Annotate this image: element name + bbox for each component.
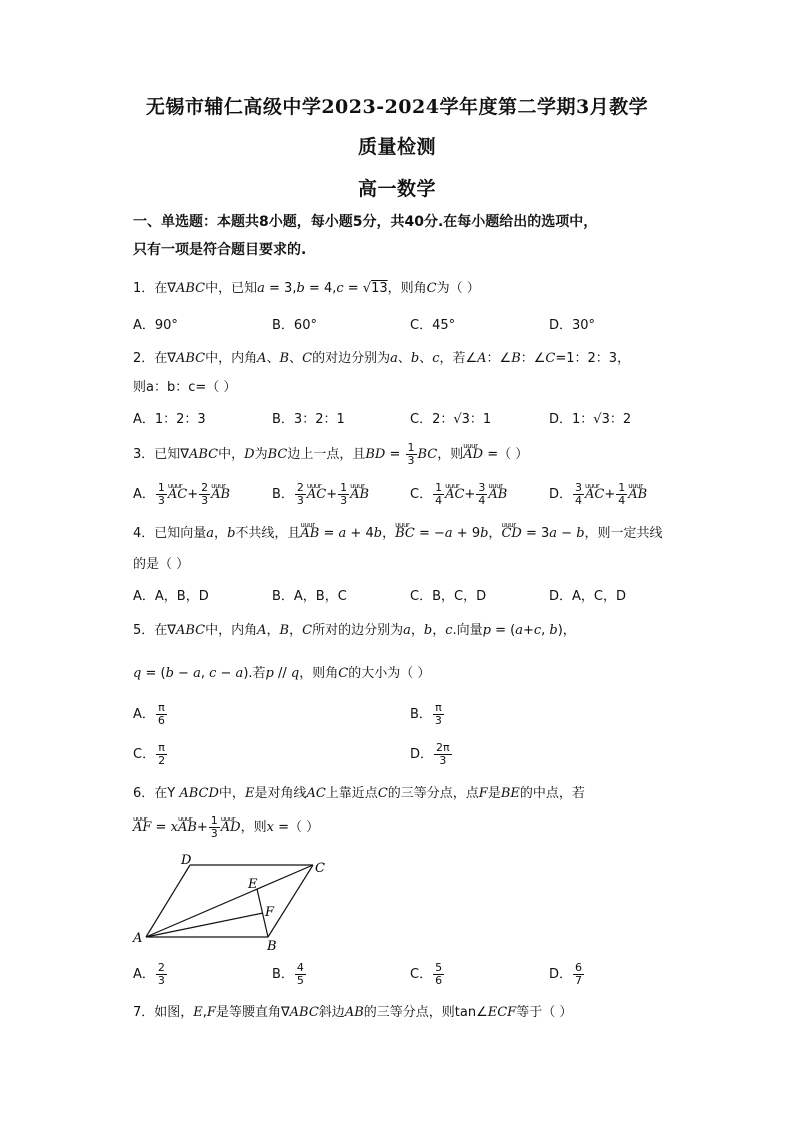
q3-option-d: D． $\frac{3}{4}$ uuur AC+ $\frac{1}{4}$ uuur AB bbox=[549, 482, 647, 508]
question-6-line2: uuur AF = xuuur AB+ $\frac{1}{3}$ uuur AD，则x =（ ） bbox=[133, 815, 673, 841]
q2-option-c: C．2：√3：1 bbox=[410, 412, 492, 427]
edge-ad bbox=[146, 865, 190, 937]
q3-option-a: A． $\frac{1}{3}$ uuur AC+ $\frac{2}{3}$ uuur AB bbox=[133, 482, 230, 508]
label-b: B bbox=[267, 939, 277, 952]
question-7: 7．如图，E,F是等腰直角∇ABC斜边AB的三等分点，则tan∠ECF等于（ ） bbox=[133, 1005, 573, 1020]
question-6-line1: 6．在Y ABCD中，E是对角线AC上靠近点C的三等分点，点F是BE的中点，若 bbox=[133, 786, 585, 801]
q1-option-c: C．45° bbox=[410, 318, 456, 333]
label-a: A bbox=[133, 931, 143, 946]
q6-option-b: B． $\frac{4}{5}$ bbox=[272, 961, 304, 987]
page-title-line2: 质量检测 bbox=[357, 136, 436, 158]
q5-option-a: A． $\frac{\pi}{6}$ bbox=[133, 701, 165, 727]
question-3: 3．已知∇ABC中，D为BC边上一点，且BD = $\frac{1}{3}$ BC，则uuur AD =（ ） bbox=[133, 442, 673, 468]
q6-option-c: C． $\frac{5}{6}$ bbox=[410, 961, 443, 987]
parallelogram-figure bbox=[130, 852, 340, 952]
q4-option-a: A．A，B，D bbox=[133, 589, 209, 604]
q6-option-a: A． $\frac{2}{3}$ bbox=[133, 961, 165, 987]
q2-option-b: B．3：2：1 bbox=[272, 412, 345, 427]
label-f: F bbox=[265, 905, 275, 920]
q4-option-d: D．A，C，D bbox=[549, 589, 626, 604]
segment-af bbox=[146, 913, 263, 937]
q4-option-b: B．A，B，C bbox=[272, 589, 347, 604]
question-5-line1: 5．在∇ABC中，内角A，B，C所对的边分别为a，b，c.向量p = (a+c, b)， bbox=[133, 623, 576, 638]
q2-option-a: A．1：2：3 bbox=[133, 412, 206, 427]
section-heading-line1: 一、单选题：本题共8小题，每小题5分，共40分.在每小题给出的选项中， bbox=[133, 214, 598, 230]
question-2-line2: 则a：b：c=（ ） bbox=[133, 380, 237, 395]
q1-option-d: D．30° bbox=[549, 318, 596, 333]
label-e: E bbox=[248, 877, 258, 892]
question-2-line1: 2．在∇ABC中，内角A、B、C的对边分别为a、b、c，若∠A：∠B：∠C=1：2：3， bbox=[133, 351, 631, 366]
q1-option-b: B．60° bbox=[272, 318, 317, 333]
section-heading-line2: 只有一项是符合题目要求的. bbox=[133, 242, 307, 258]
q5-option-c: C． $\frac{\pi}{2}$ bbox=[133, 741, 166, 767]
q3-option-c: C． $\frac{1}{4}$ uuur AC+ $\frac{3}{4}$ uuur AB bbox=[410, 482, 507, 508]
diagonal-ac bbox=[146, 865, 313, 937]
question-5-line2: q = (b − a, c − a).若p // q，则角C的大小为（ ） bbox=[133, 666, 431, 681]
q5-option-d: D． $\frac{2\pi}{3}$ bbox=[410, 741, 450, 767]
edge-cb bbox=[268, 865, 313, 937]
q6-option-d: D． $\frac{6}{7}$ bbox=[549, 961, 583, 987]
q1-option-a: A．90° bbox=[133, 318, 178, 333]
q4-option-c: C．B，C，D bbox=[410, 589, 487, 604]
page-subtitle: 高一数学 bbox=[357, 178, 436, 200]
label-d: D bbox=[181, 853, 192, 868]
question-4-line1: 4．已知向量a，b不共线，且uuur AB = a + 4b，uuur BC = −a + 9b，uuur CD = 3a − b，则一定共线 bbox=[133, 525, 673, 543]
question-1: 1．在∇ABC中，已知a = 3,b = 4,c = √13，则角C为（ ） bbox=[133, 281, 480, 296]
q5-option-b: B． $\frac{\pi}{3}$ bbox=[410, 701, 442, 727]
question-4-line2: 的是（ ） bbox=[133, 557, 190, 572]
q3-option-b: B． $\frac{2}{3}$ uuur AC+ $\frac{1}{3}$ uuur AB bbox=[272, 482, 369, 508]
q2-option-d: D．1：√3：2 bbox=[549, 412, 632, 427]
page-title-line1: 无锡市辅仁高级中学2023-2024学年度第二学期3月教学 bbox=[145, 96, 649, 118]
label-c: C bbox=[315, 861, 325, 876]
